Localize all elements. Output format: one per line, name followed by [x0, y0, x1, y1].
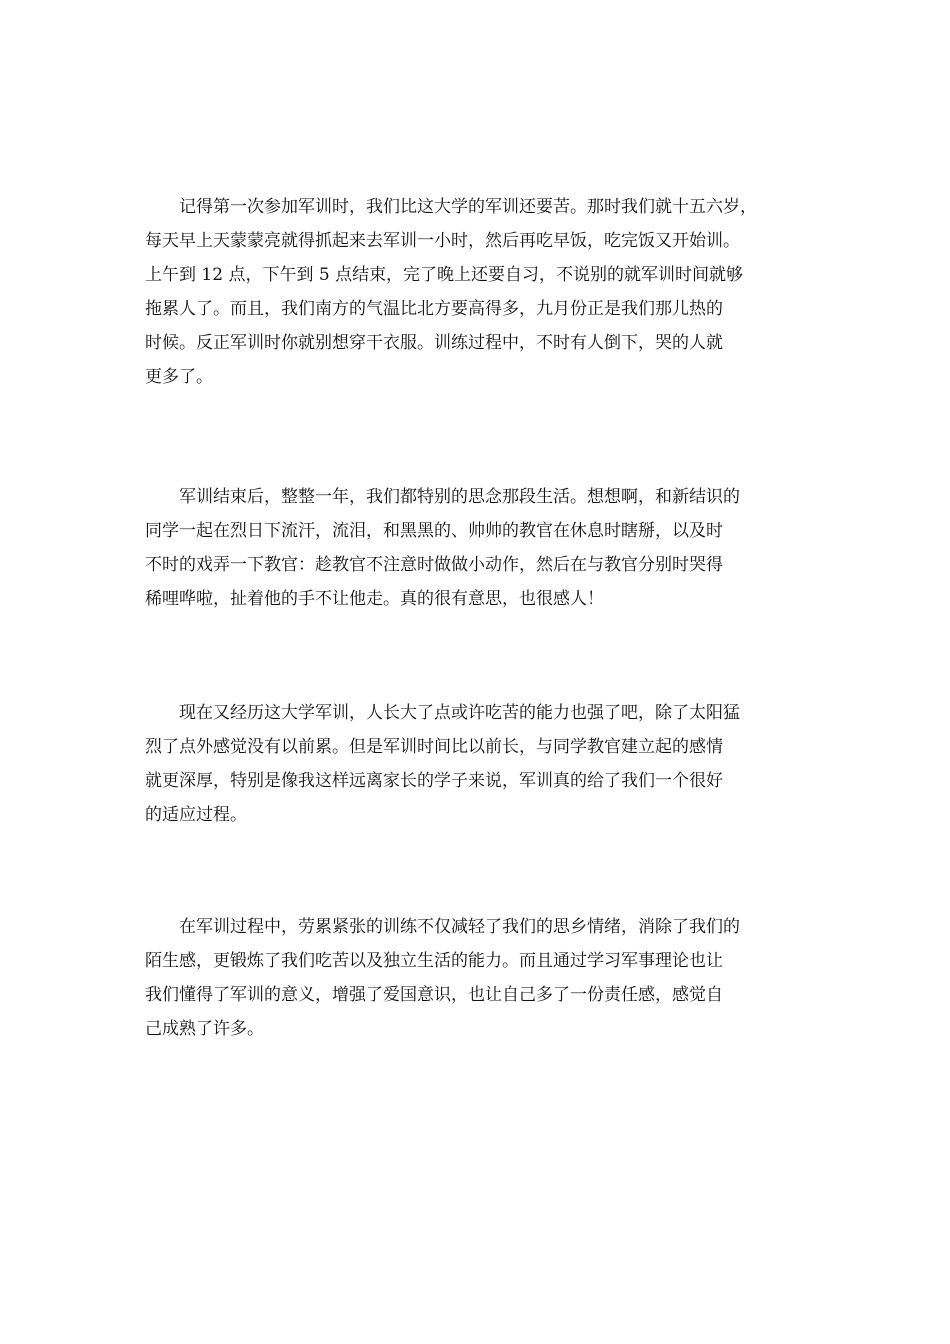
paragraph-line: 的适应过程。 — [145, 805, 247, 825]
paragraph-line: 记得第一次参加军训时，我们比这大学的军训还要苦。那时我们就十五六岁， — [145, 197, 757, 217]
paragraph-line: 我们懂得了军训的意义，增强了爱国意识，也让自己多了一份责任感，感觉自 — [145, 985, 723, 1005]
paragraph-line: 现在又经历这大学军训，人长大了点或许吃苦的能力也强了吧，除了太阳猛 — [145, 703, 740, 723]
paragraph-line: 稀哩哗啦，扯着他的手不让他走。真的很有意思，也很感人！ — [145, 589, 604, 609]
paragraph-line: 同学一起在烈日下流汗，流泪，和黑黑的、帅帅的教官在休息时瞎掰，以及时 — [145, 521, 723, 541]
paragraph-line: 军训结束后，整整一年，我们都特别的思念那段生活。想想啊，和新结识的 — [145, 487, 740, 507]
paragraph-1 — [145, 190, 815, 394]
paragraph-line: 更多了。 — [145, 367, 213, 387]
paragraph-line: 在军训过程中，劳累紧张的训练不仅减轻了我们的思乡情绪，消除了我们的 — [145, 917, 740, 937]
paragraph-4 — [145, 910, 815, 1046]
paragraph-line: 己成熟了许多。 — [145, 1019, 264, 1039]
paragraph-2 — [145, 480, 815, 616]
paragraph-line: 每天早上天蒙蒙亮就得抓起来去军训一小时，然后再吃早饭，吃完饭又开始训。 — [145, 231, 740, 251]
paragraph-line: 拖累人了。而且，我们南方的气温比北方要高得多，九月份正是我们那儿热的 — [145, 299, 723, 319]
paragraph-line: 烈了点外感觉没有以前累。但是军训时间比以前长，与同学教官建立起的感情 — [145, 737, 723, 757]
paragraph-line: 不时的戏弄一下教官：趁教官不注意时做做小动作，然后在与教官分别时哭得 — [145, 555, 723, 575]
paragraph-line: 就更深厚，特别是像我这样远离家长的学子来说，军训真的给了我们一个很好 — [145, 771, 723, 791]
paragraph-line: 陌生感，更锻炼了我们吃苦以及独立生活的能力。而且通过学习军事理论也让 — [145, 951, 723, 971]
paragraph-line: 时候。反正军训时你就别想穿干衣服。训练过程中，不时有人倒下，哭的人就 — [145, 333, 723, 353]
paragraph-3 — [145, 696, 815, 832]
paragraph-line: 上午到 12 点，下午到 5 点结束，完了晚上还要自习，不说别的就军训时间就够 — [145, 265, 744, 285]
